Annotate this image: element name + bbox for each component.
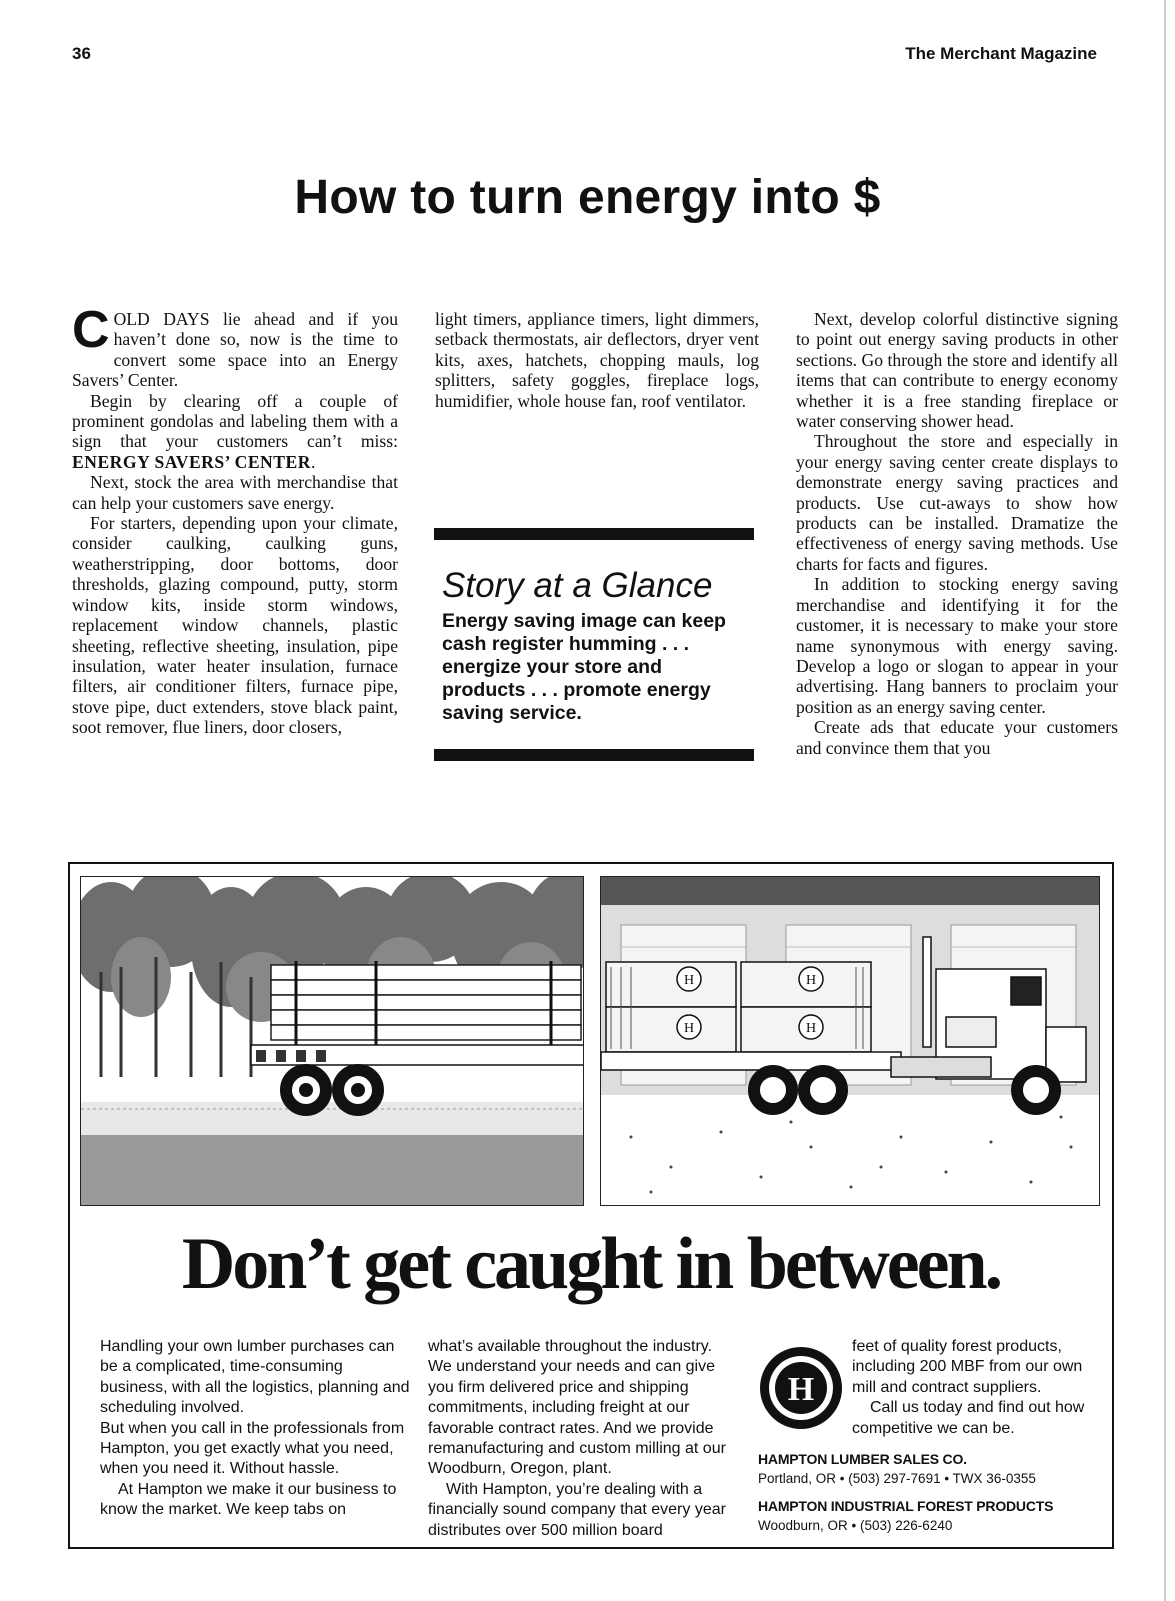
truck-badge-text: H bbox=[683, 973, 695, 988]
lead-words: OLD DAYS bbox=[113, 309, 210, 329]
article-paragraph: In addition to stocking energy saving merchandise and identifying it for the customer, it is necessary to make your store name synonymous with energy saving. Develop a logo or slogan to appear in your advertising. Hang banners to proclaim your position as an energy saving center. bbox=[796, 574, 1118, 717]
glance-summary: Energy saving image can keep cash register humming . . . energize your store and products . . . promote energy saving service. bbox=[442, 610, 726, 724]
article-paragraph bbox=[72, 301, 399, 391]
log-truck-illustration bbox=[80, 876, 584, 1206]
ad-paragraph: With Hampton, you’re dealing with a financially sound company that every year distributes over 500 million board bbox=[428, 1480, 726, 1539]
article-paragraph: Create ads that educate your customers and convince them that you bbox=[796, 717, 1118, 758]
company-contact: Woodburn, OR • (503) 226-6240 bbox=[758, 1518, 953, 1534]
truck-badge-text: H bbox=[805, 1021, 817, 1036]
company-contact: Portland, OR • (503) 297-7691 • TWX 36-0355 bbox=[758, 1471, 1036, 1487]
article-paragraph: Next, stock the area with merchandise that can help your customers save energy. bbox=[72, 472, 398, 513]
sign-name-emphasis: ENERGY SAVERS’ CENTER bbox=[72, 451, 311, 472]
paragraph-text: lie ahead and if you haven’t done so, now is the time to convert some space into an Energy Savers’ Center. bbox=[72, 309, 399, 391]
article-column-1 bbox=[72, 301, 399, 738]
article-column-3 bbox=[796, 309, 1118, 758]
page-edge bbox=[1164, 0, 1166, 1601]
ad-column-1 bbox=[100, 1337, 410, 1521]
article-paragraph: Next, develop colorful distinctive signing to point out energy saving products in other sections. Go through the store and identify all items that can contribute to energy economy whether it is a free standing fireplace or water conserving shower head. bbox=[796, 309, 1118, 432]
glance-title: Story at a Glance bbox=[442, 566, 713, 605]
divider-bar bbox=[434, 528, 754, 540]
ad-paragraph: Handling your own lumber purchases can be a complicated, time-consuming business, with all the logistics, planning and scheduling involved. bbox=[100, 1338, 410, 1417]
truck-badge-text: H bbox=[805, 973, 817, 988]
story-at-a-glance-box bbox=[434, 528, 754, 761]
ad-paragraph: But when you call in the professionals from Hampton, you get exactly what you need, when you need it. Without hassle. bbox=[100, 1419, 405, 1478]
ad-paragraph: Call us today and find out how competitive we can be. bbox=[852, 1399, 1085, 1437]
ad-paragraph: feet of quality forest products, including 200 MBF from our own mill and contract suppliers. bbox=[852, 1338, 1083, 1396]
article-column-2 bbox=[435, 309, 759, 411]
article-paragraph: For starters, depending upon your climate, consider caulking, caulking guns, weatherstripping, door bottoms, door thresholds, glazing compound, putty, storm window kits, inside storm windows, replacement window channels, plastic sheeting, reflective sheeting, insulation, pipe insulation, water heater insulation, furnace filters, air conditioner filters, furnace pipe, stove pipe, duct extenders, stove black paint, soot remover, flue liners, door closers, bbox=[72, 513, 398, 738]
paragraph-text: Begin by clearing off a couple of prominent gondolas and labeling them with a sign that your customers can’t miss: bbox=[72, 390, 398, 452]
drop-cap: C bbox=[72, 301, 110, 359]
page-number: 36 bbox=[72, 44, 91, 63]
ad-paragraph: what’s available throughout the industry. We understand your needs and can give you firm delivered price and shipping commitments, including freight at our favorable contract rates. And we provide remanufacturing and custom milling at our Woodburn, Oregon, plant. bbox=[428, 1338, 726, 1478]
divider-bar bbox=[434, 749, 754, 761]
hampton-logo bbox=[758, 1345, 844, 1431]
truck-badge-text: H bbox=[683, 1021, 695, 1036]
article-paragraph: Throughout the store and especially in your energy saving center create displays to demonstrate energy saving practices and products. Use cut-aways to show how products can be installed. Dramatize the effectiveness of energy saving methods. Use charts for facts and figures. bbox=[796, 431, 1118, 574]
ad-column-3 bbox=[758, 1337, 1088, 1543]
article-title: How to turn energy into $ bbox=[294, 171, 881, 224]
company-name: HAMPTON INDUSTRIAL FOREST PRODUCTS bbox=[758, 1497, 1054, 1514]
hampton-advertisement bbox=[68, 862, 1114, 1549]
logo-letter: H bbox=[787, 1371, 815, 1408]
ad-paragraph: At Hampton we make it our business to know the market. We keep tabs on bbox=[100, 1480, 397, 1519]
article-paragraph bbox=[72, 391, 398, 473]
ad-column-2 bbox=[428, 1337, 740, 1541]
publication-title: The Merchant Magazine bbox=[905, 44, 1097, 63]
ad-headline: Don’t get caught in between. bbox=[181, 1223, 1001, 1305]
lumber-truck-illustration bbox=[600, 876, 1100, 1206]
company-name: HAMPTON LUMBER SALES CO. bbox=[758, 1451, 967, 1468]
paragraph-text: . bbox=[310, 451, 316, 472]
article-paragraph: light timers, appliance timers, light dimmers, setback thermostats, air deflectors, dryer vent kits, axes, hatchets, chopping mauls, log splitters, safety goggles, fireplace logs, humidifier, whole house fan, roof ventilator. bbox=[435, 309, 759, 411]
